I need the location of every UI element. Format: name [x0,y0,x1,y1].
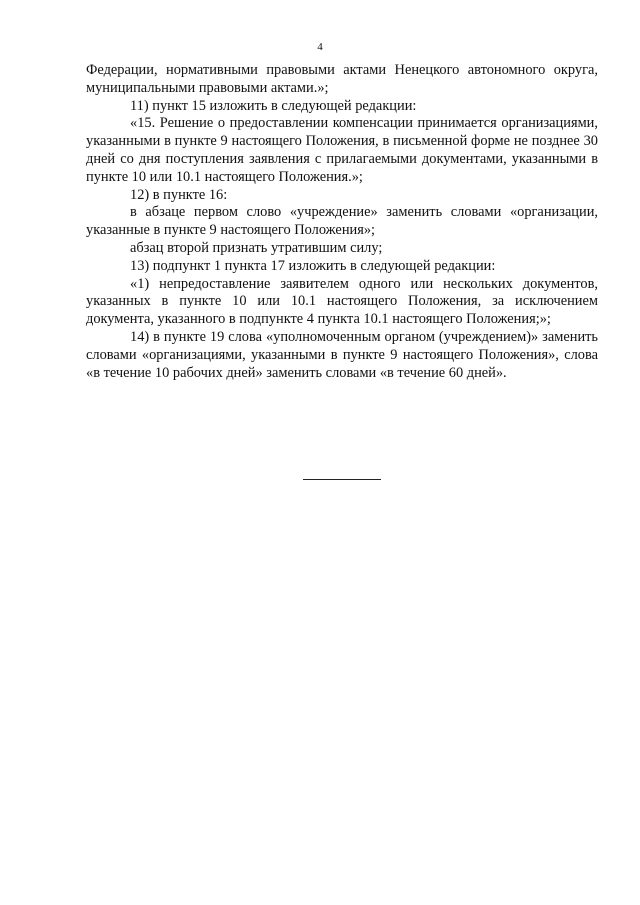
paragraph-quote-15: «15. Решение о предоставлении компенсации принимается организациями, указанными в пункте 9 настоящего Положения, в письменной форме не позднее 30 дней со дня поступления заявления с прилагаемыми документами, указанными в пункте 10 или 10.1 настоящего Положения.»; [86,115,598,185]
paragraph-item-12: 12) в пункте 16: [130,186,228,203]
paragraph-item-13: 13) подпункт 1 пункта 17 изложить в следующей редакции: [130,257,496,274]
end-of-text-rule [303,479,381,480]
paragraph-item-11: 11) пункт 15 изложить в следующей редакции: [130,97,417,114]
paragraph-item-14: 14) в пункте 19 слова «уполномоченным органом (учреждением)» заменить словами «организациями, указанными в пункте 9 настоящего Положения», слова «в течение 10 рабочих дней» заменить словами «в течение 60 дней». [86,328,598,381]
paragraph-item-12-second: абзац второй признать утратившим силу; [130,239,383,256]
paragraph-continuation: Федерации, нормативными правовыми актами Ненецкого автономного округа, муниципальными правовыми актами.»; [86,62,598,96]
page-number: 4 [317,41,323,53]
document-body [86,62,598,382]
paragraph-quote-17-1: «1) непредоставление заявителем одного или нескольких документов, указанных в пункте 10 или 10.1 настоящего Положения, за исключением документа, указанного в подпункте 4 пункта 10.1 настоящего Положения;»; [86,275,598,328]
paragraph-item-12-first: в абзаце первом слово «учреждение» заменить словами «организации, указанные в пункте 9 настоящего Положения»; [86,204,598,239]
